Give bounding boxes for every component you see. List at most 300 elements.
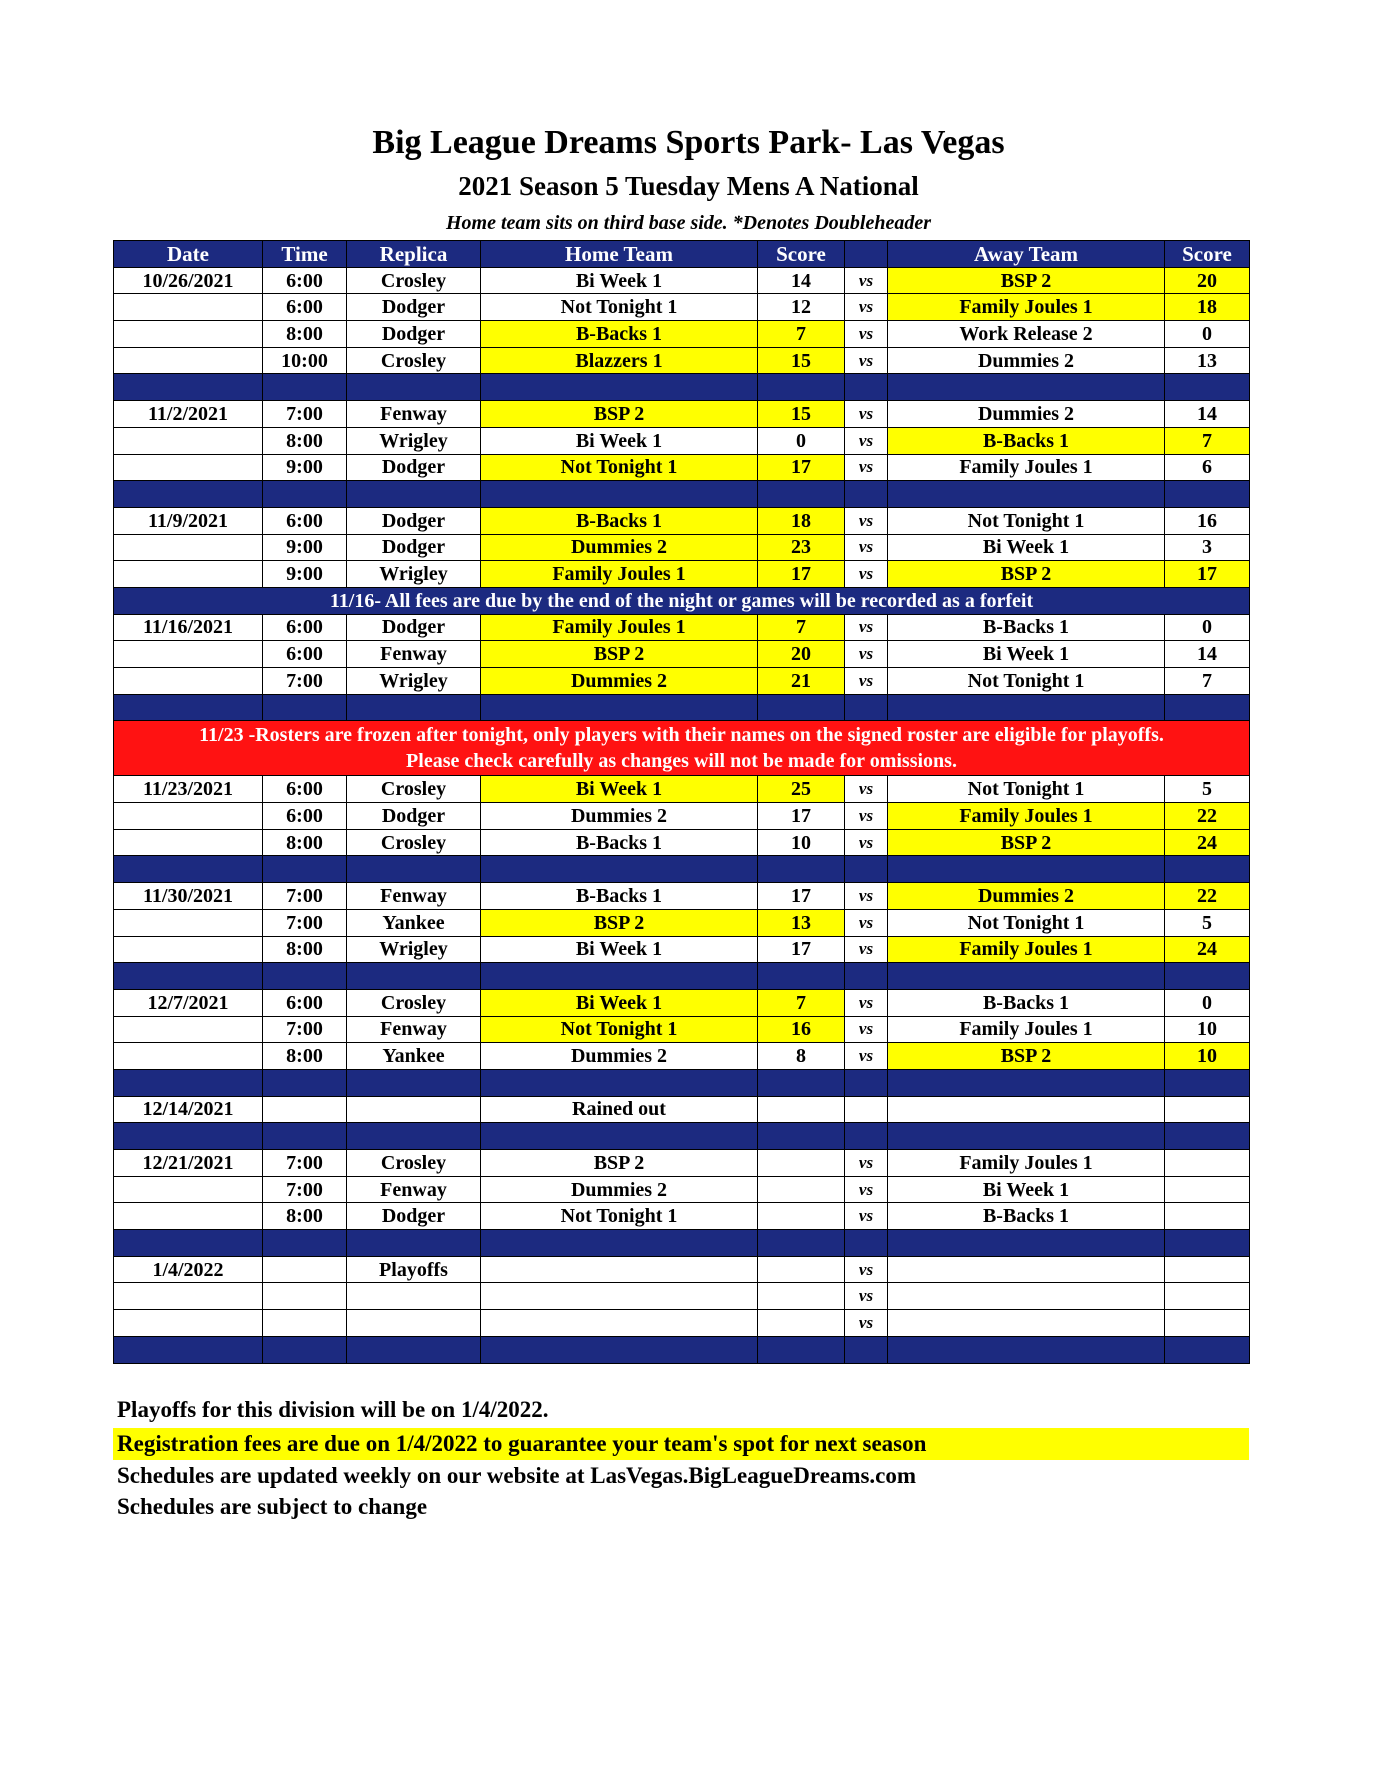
- game-date: 11/2/2021: [114, 401, 263, 428]
- game-date: [114, 294, 263, 321]
- home-team: Family Joules 1: [481, 614, 758, 641]
- col-away-score-header: Score: [1165, 241, 1250, 268]
- table-row: [114, 454, 1250, 481]
- vs-label: vs: [845, 1310, 888, 1337]
- away-score: 14: [1165, 401, 1250, 428]
- vs-label: vs: [845, 668, 888, 695]
- home-team: B-Backs 1: [481, 883, 758, 910]
- home-score: [758, 1203, 845, 1230]
- separator-cell: [888, 1069, 1165, 1096]
- separator-cell: [888, 963, 1165, 990]
- away-score: 17: [1165, 561, 1250, 588]
- game-date: [114, 641, 263, 668]
- game-date: 12/7/2021: [114, 989, 263, 1016]
- separator-cell: [347, 856, 481, 883]
- separator-cell: [263, 374, 347, 401]
- away-score: 0: [1165, 989, 1250, 1016]
- home-team: Dummies 2: [481, 534, 758, 561]
- separator-cell: [845, 694, 888, 721]
- separator-cell: [263, 1230, 347, 1257]
- game-date: 12/14/2021: [114, 1096, 263, 1123]
- separator-cell: [1165, 1069, 1250, 1096]
- vs-label: vs: [845, 614, 888, 641]
- game-date: 11/23/2021: [114, 776, 263, 803]
- field-replica: Playoffs: [347, 1256, 481, 1283]
- away-team: B-Backs 1: [888, 427, 1165, 454]
- away-score: 5: [1165, 776, 1250, 803]
- home-score: [758, 1283, 845, 1310]
- separator-cell: [1165, 1230, 1250, 1257]
- home-score: 17: [758, 936, 845, 963]
- separator-cell: [1165, 481, 1250, 508]
- game-time: 7:00: [263, 668, 347, 695]
- field-replica: Crosley: [347, 989, 481, 1016]
- game-time: 6:00: [263, 614, 347, 641]
- table-row: [114, 1203, 1250, 1230]
- away-team: Family Joules 1: [888, 936, 1165, 963]
- home-team: Not Tonight 1: [481, 1016, 758, 1043]
- away-score: 10: [1165, 1016, 1250, 1043]
- game-date: 11/30/2021: [114, 883, 263, 910]
- home-team: Dummies 2: [481, 668, 758, 695]
- roster-alert: [114, 721, 1250, 776]
- home-team: Not Tonight 1: [481, 454, 758, 481]
- game-date: [114, 803, 263, 830]
- separator-cell: [347, 694, 481, 721]
- separator-row: [114, 481, 1250, 508]
- away-score: 10: [1165, 1043, 1250, 1070]
- home-score: 21: [758, 668, 845, 695]
- home-score: [758, 1096, 845, 1123]
- game-time: [263, 1256, 347, 1283]
- separator-cell: [114, 481, 263, 508]
- table-row: [114, 776, 1250, 803]
- separator-cell: [114, 1069, 263, 1096]
- page-title: Big League Dreams Sports Park- Las Vegas: [372, 124, 1005, 161]
- separator-cell: [481, 1230, 758, 1257]
- home-score: 17: [758, 883, 845, 910]
- away-score: 18: [1165, 294, 1250, 321]
- game-time: [263, 1096, 347, 1123]
- separator-cell: [845, 963, 888, 990]
- home-team: BSP 2: [481, 401, 758, 428]
- separator-cell: [347, 481, 481, 508]
- separator-cell: [263, 694, 347, 721]
- away-team: Bi Week 1: [888, 641, 1165, 668]
- game-date: [114, 1310, 263, 1337]
- game-date: [114, 909, 263, 936]
- vs-label: vs: [845, 1256, 888, 1283]
- home-score: [758, 1256, 845, 1283]
- field-replica: Dodger: [347, 534, 481, 561]
- table-row: [114, 1256, 1250, 1283]
- vs-label: vs: [845, 321, 888, 348]
- separator-cell: [758, 1336, 845, 1363]
- vs-label: vs: [845, 1016, 888, 1043]
- away-team: Family Joules 1: [888, 1016, 1165, 1043]
- vs-label: vs: [845, 641, 888, 668]
- field-replica: Crosley: [347, 829, 481, 856]
- away-score: 16: [1165, 507, 1250, 534]
- field-replica: [347, 1096, 481, 1123]
- away-score: 20: [1165, 267, 1250, 294]
- separator-cell: [347, 374, 481, 401]
- page-subtitle: 2021 Season 5 Tuesday Mens A National: [458, 171, 919, 201]
- separator-cell: [888, 1123, 1165, 1150]
- separator-cell: [481, 1069, 758, 1096]
- separator-cell: [263, 1123, 347, 1150]
- vs-label: vs: [845, 1150, 888, 1177]
- home-score: 13: [758, 909, 845, 936]
- home-team: Bi Week 1: [481, 267, 758, 294]
- game-date: [114, 668, 263, 695]
- table-header-row: [114, 241, 1250, 268]
- away-score: 22: [1165, 883, 1250, 910]
- away-team: Dummies 2: [888, 347, 1165, 374]
- home-team: Bi Week 1: [481, 989, 758, 1016]
- schedule-table: [113, 240, 1250, 1364]
- field-replica: Fenway: [347, 883, 481, 910]
- vs-label: vs: [845, 909, 888, 936]
- field-replica: Fenway: [347, 1176, 481, 1203]
- separator-cell: [263, 856, 347, 883]
- away-team: Bi Week 1: [888, 534, 1165, 561]
- table-row: [114, 936, 1250, 963]
- separator-cell: [114, 1336, 263, 1363]
- away-team: Not Tonight 1: [888, 507, 1165, 534]
- separator-cell: [347, 1069, 481, 1096]
- field-replica: Wrigley: [347, 427, 481, 454]
- game-time: 6:00: [263, 294, 347, 321]
- away-score: 0: [1165, 614, 1250, 641]
- separator-cell: [888, 694, 1165, 721]
- home-score: 20: [758, 641, 845, 668]
- home-score: 25: [758, 776, 845, 803]
- table-row: [114, 1016, 1250, 1043]
- separator-cell: [481, 481, 758, 508]
- table-row: [114, 1283, 1250, 1310]
- separator-cell: [845, 856, 888, 883]
- game-time: 7:00: [263, 1150, 347, 1177]
- schedule-note: Home team sits on third base side. *Denotes Doubleheader: [446, 212, 931, 234]
- away-team: Family Joules 1: [888, 1150, 1165, 1177]
- separator-cell: [114, 856, 263, 883]
- away-team: BSP 2: [888, 829, 1165, 856]
- game-date: [114, 321, 263, 348]
- away-score: [1165, 1096, 1250, 1123]
- game-date: [114, 534, 263, 561]
- away-team: B-Backs 1: [888, 614, 1165, 641]
- game-time: 8:00: [263, 1043, 347, 1070]
- table-row: [114, 1176, 1250, 1203]
- table-row: [114, 534, 1250, 561]
- table-row: [114, 1096, 1250, 1123]
- game-date: 10/26/2021: [114, 267, 263, 294]
- away-score: 6: [1165, 454, 1250, 481]
- vs-label: vs: [845, 803, 888, 830]
- col-home-score-header: Score: [758, 241, 845, 268]
- vs-label: vs: [845, 1203, 888, 1230]
- roster-alert-row: [114, 721, 1250, 776]
- col-replica-header: Replica: [347, 241, 481, 268]
- field-replica: Fenway: [347, 641, 481, 668]
- footer-playoffs-note: Playoffs for this division will be on 1/4/2022.: [117, 1397, 549, 1422]
- game-date: 11/9/2021: [114, 507, 263, 534]
- game-date: 1/4/2022: [114, 1256, 263, 1283]
- game-date: [114, 1176, 263, 1203]
- home-score: 15: [758, 401, 845, 428]
- game-time: 7:00: [263, 1016, 347, 1043]
- separator-cell: [845, 1069, 888, 1096]
- game-time: 9:00: [263, 561, 347, 588]
- away-score: 0: [1165, 321, 1250, 348]
- game-date: 12/21/2021: [114, 1150, 263, 1177]
- separator-cell: [481, 694, 758, 721]
- home-team: Dummies 2: [481, 1176, 758, 1203]
- separator-cell: [481, 856, 758, 883]
- separator-cell: [114, 374, 263, 401]
- table-row: [114, 1150, 1250, 1177]
- table-row: [114, 989, 1250, 1016]
- home-team: BSP 2: [481, 1150, 758, 1177]
- field-replica: Crosley: [347, 347, 481, 374]
- away-score: [1165, 1256, 1250, 1283]
- separator-cell: [1165, 963, 1250, 990]
- field-replica: Wrigley: [347, 668, 481, 695]
- vs-label: vs: [845, 1283, 888, 1310]
- game-date: [114, 1016, 263, 1043]
- away-team: [888, 1310, 1165, 1337]
- table-row: [114, 1043, 1250, 1070]
- away-team: BSP 2: [888, 1043, 1165, 1070]
- vs-label: vs: [845, 267, 888, 294]
- field-replica: Yankee: [347, 1043, 481, 1070]
- col-home-team-header: Home Team: [481, 241, 758, 268]
- vs-label: vs: [845, 883, 888, 910]
- home-team: [481, 1256, 758, 1283]
- home-team: Not Tonight 1: [481, 1203, 758, 1230]
- game-time: 6:00: [263, 776, 347, 803]
- away-score: 22: [1165, 803, 1250, 830]
- away-score: [1165, 1283, 1250, 1310]
- home-team: Bi Week 1: [481, 427, 758, 454]
- home-score: 14: [758, 267, 845, 294]
- vs-label: vs: [845, 507, 888, 534]
- field-replica: Fenway: [347, 1016, 481, 1043]
- home-team: B-Backs 1: [481, 321, 758, 348]
- away-team: Not Tonight 1: [888, 909, 1165, 936]
- home-team: Rained out: [481, 1096, 758, 1123]
- game-date: [114, 829, 263, 856]
- separator-cell: [888, 374, 1165, 401]
- home-team: Dummies 2: [481, 803, 758, 830]
- home-team: B-Backs 1: [481, 507, 758, 534]
- separator-cell: [347, 1123, 481, 1150]
- away-team: Bi Week 1: [888, 1176, 1165, 1203]
- separator-row: [114, 1069, 1250, 1096]
- game-time: 6:00: [263, 641, 347, 668]
- separator-cell: [888, 481, 1165, 508]
- table-row: [114, 507, 1250, 534]
- table-row: [114, 427, 1250, 454]
- separator-cell: [263, 481, 347, 508]
- away-score: 5: [1165, 909, 1250, 936]
- away-team: BSP 2: [888, 267, 1165, 294]
- away-score: [1165, 1150, 1250, 1177]
- table-row: [114, 561, 1250, 588]
- table-row: [114, 321, 1250, 348]
- home-team: Family Joules 1: [481, 561, 758, 588]
- home-score: 7: [758, 989, 845, 1016]
- separator-cell: [481, 374, 758, 401]
- separator-cell: [888, 856, 1165, 883]
- separator-row: [114, 1230, 1250, 1257]
- vs-label: vs: [845, 454, 888, 481]
- separator-row: [114, 1336, 1250, 1363]
- game-time: 8:00: [263, 1203, 347, 1230]
- footer-registration-note: Registration fees are due on 1/4/2022 to guarantee your team's spot for next season: [113, 1428, 1249, 1460]
- separator-cell: [845, 374, 888, 401]
- table-row: [114, 347, 1250, 374]
- vs-label: vs: [845, 776, 888, 803]
- separator-cell: [1165, 856, 1250, 883]
- separator-cell: [114, 1230, 263, 1257]
- separator-row: [114, 963, 1250, 990]
- separator-cell: [758, 481, 845, 508]
- separator-cell: [263, 1336, 347, 1363]
- game-time: 10:00: [263, 347, 347, 374]
- away-team: Not Tonight 1: [888, 776, 1165, 803]
- separator-cell: [481, 1123, 758, 1150]
- notice-row: [114, 587, 1250, 614]
- away-team: Not Tonight 1: [888, 668, 1165, 695]
- separator-cell: [1165, 694, 1250, 721]
- away-score: 3: [1165, 534, 1250, 561]
- separator-cell: [114, 963, 263, 990]
- table-row: [114, 267, 1250, 294]
- away-score: 7: [1165, 668, 1250, 695]
- field-replica: Dodger: [347, 507, 481, 534]
- separator-cell: [845, 481, 888, 508]
- col-date-header: Date: [114, 241, 263, 268]
- vs-label: vs: [845, 1043, 888, 1070]
- separator-cell: [1165, 374, 1250, 401]
- home-score: [758, 1310, 845, 1337]
- away-team: Family Joules 1: [888, 803, 1165, 830]
- home-score: 23: [758, 534, 845, 561]
- separator-row: [114, 856, 1250, 883]
- game-time: 7:00: [263, 1176, 347, 1203]
- game-time: 9:00: [263, 534, 347, 561]
- separator-cell: [263, 1069, 347, 1096]
- away-score: [1165, 1203, 1250, 1230]
- home-score: 17: [758, 803, 845, 830]
- game-date: [114, 1283, 263, 1310]
- game-time: 8:00: [263, 321, 347, 348]
- game-date: [114, 1203, 263, 1230]
- field-replica: Dodger: [347, 321, 481, 348]
- home-team: [481, 1283, 758, 1310]
- home-score: 7: [758, 614, 845, 641]
- separator-cell: [1165, 1336, 1250, 1363]
- home-score: 0: [758, 427, 845, 454]
- away-score: 14: [1165, 641, 1250, 668]
- game-time: 8:00: [263, 427, 347, 454]
- game-time: 9:00: [263, 454, 347, 481]
- vs-label: vs: [845, 294, 888, 321]
- separator-cell: [114, 1123, 263, 1150]
- vs-label: vs: [845, 561, 888, 588]
- separator-cell: [758, 1123, 845, 1150]
- away-score: [1165, 1310, 1250, 1337]
- field-replica: Dodger: [347, 1203, 481, 1230]
- home-score: 16: [758, 1016, 845, 1043]
- field-replica: Dodger: [347, 454, 481, 481]
- home-team: BSP 2: [481, 641, 758, 668]
- game-time: 6:00: [263, 803, 347, 830]
- vs-label: vs: [845, 534, 888, 561]
- separator-cell: [263, 963, 347, 990]
- separator-cell: [888, 1230, 1165, 1257]
- home-score: 10: [758, 829, 845, 856]
- separator-cell: [481, 1336, 758, 1363]
- vs-label: vs: [845, 989, 888, 1016]
- away-team: Family Joules 1: [888, 294, 1165, 321]
- field-replica: Fenway: [347, 401, 481, 428]
- separator-cell: [114, 694, 263, 721]
- away-team: Dummies 2: [888, 401, 1165, 428]
- separator-cell: [758, 963, 845, 990]
- separator-cell: [888, 1336, 1165, 1363]
- game-time: 6:00: [263, 267, 347, 294]
- away-score: 13: [1165, 347, 1250, 374]
- vs-label: vs: [845, 347, 888, 374]
- separator-cell: [758, 1069, 845, 1096]
- col-time-header: Time: [263, 241, 347, 268]
- separator-row: [114, 694, 1250, 721]
- home-score: 17: [758, 454, 845, 481]
- table-row: [114, 614, 1250, 641]
- field-replica: Wrigley: [347, 936, 481, 963]
- field-replica: Dodger: [347, 614, 481, 641]
- table-row: [114, 668, 1250, 695]
- home-team: Dummies 2: [481, 1043, 758, 1070]
- away-team: Family Joules 1: [888, 454, 1165, 481]
- separator-cell: [758, 1230, 845, 1257]
- game-date: [114, 1043, 263, 1070]
- away-team: BSP 2: [888, 561, 1165, 588]
- game-time: 6:00: [263, 507, 347, 534]
- game-time: 8:00: [263, 829, 347, 856]
- home-team: Blazzers 1: [481, 347, 758, 374]
- home-score: 8: [758, 1043, 845, 1070]
- game-date: [114, 454, 263, 481]
- away-team: [888, 1256, 1165, 1283]
- home-score: 18: [758, 507, 845, 534]
- home-team: BSP 2: [481, 909, 758, 936]
- field-replica: Crosley: [347, 267, 481, 294]
- vs-label: vs: [845, 936, 888, 963]
- home-team: Bi Week 1: [481, 936, 758, 963]
- game-time: 6:00: [263, 989, 347, 1016]
- away-team: B-Backs 1: [888, 1203, 1165, 1230]
- col-vs-header: [845, 241, 888, 268]
- home-score: 7: [758, 321, 845, 348]
- game-time: 7:00: [263, 909, 347, 936]
- field-replica: Wrigley: [347, 561, 481, 588]
- away-team: B-Backs 1: [888, 989, 1165, 1016]
- game-time: 7:00: [263, 401, 347, 428]
